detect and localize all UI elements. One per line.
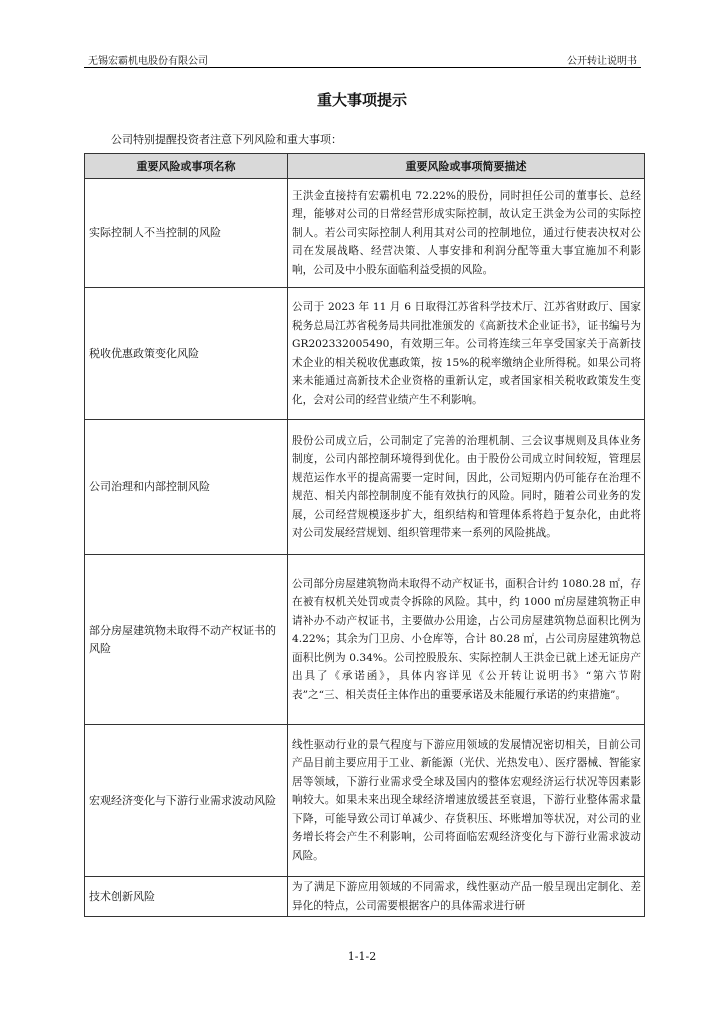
risk-description-cell: 为了满足下游应用领域的不同需求，线性驱动产品一般呈现出定制化、差异化的特点，公司需要根据客户的具体需求进行研 xyxy=(288,877,645,917)
table-header-row xyxy=(85,154,645,179)
header-company-name: 无锡宏霸机电股份有限公司 xyxy=(88,56,208,67)
risk-description-cell: 王洪金直接持有宏霸机电 72.22%的股份，同时担任公司的董事长、总经理，能够对公司的日常经营形成实际控制，故认定王洪金为公司的实际控制人。若公司实际控制人利用其对公司的控制地位，通过行使表决权对公司在发展战略、经营决策、人事安排和利润分配等重大事宜施加不利影响，公司及中小股东面临利益受损的风险。 xyxy=(288,179,645,288)
risk-name-cell: 公司治理和内部控制风险 xyxy=(85,420,288,555)
page-title: 重大事项提示 xyxy=(316,91,407,109)
header-rule xyxy=(84,67,641,68)
column-header-risk-name: 重要风险或事项名称 xyxy=(85,154,288,179)
risk-name-cell: 宏观经济变化与下游行业需求波动风险 xyxy=(85,725,288,877)
risk-description-cell: 股份公司成立后，公司制定了完善的治理机制、三会议事规则及具体业务制度，公司内部控制环境得到优化。由于股份公司成立时间较短，管理层规范运作水平的提高需要一定时间，因此，公司短期内仍可能存在治理不规范、相关内部控制制度不能有效执行的风险。同时，随着公司业务的发展，公司经营规模逐步扩大，组织结构和管理体系将趋于复杂化，由此将对公司发展经营规划、组织管理带来一系列的风险挑战。 xyxy=(288,420,645,555)
risk-name-cell: 部分房屋建筑物未取得不动产权证书的风险 xyxy=(85,555,288,725)
risk-description-cell: 公司部分房屋建筑物尚未取得不动产权证书，面积合计约 1080.28 ㎡，存在被有权机关处罚或责令拆除的风险。其中，约 1000 ㎡房屋建筑物正申请补办不动产权证书，主要做办公用途，占公司房屋建筑物总面积比例为 4.22%；其余为门卫房、小仓库等，合计 80.28 ㎡，占公司房屋建筑物总面积比例为 0.34%。公司控股股东、实际控制人王洪金已就上述无证房产出具了《承诺函》，具体内容详见《公开转让说明书》“第六节附表”之“三、相关责任主体作出的重要承诺及未能履行承诺的约束措施”。 xyxy=(288,555,645,725)
page-header xyxy=(84,50,641,68)
risk-name-cell: 税收优惠政策变化风险 xyxy=(85,288,288,420)
table-row xyxy=(85,877,645,917)
risk-name-cell: 技术创新风险 xyxy=(85,877,288,917)
intro-paragraph: 公司特别提醒投资者注意下列风险和重大事项： xyxy=(111,133,342,146)
header-document-type: 公开转让说明书 xyxy=(567,56,637,67)
page-number: 1-1-2 xyxy=(347,950,377,963)
column-header-risk-description: 重要风险或事项简要描述 xyxy=(288,154,645,179)
risk-description-cell: 线性驱动行业的景气程度与下游应用领域的发展情况密切相关，目前公司产品目前主要应用于工业、新能源（光伏、光热发电）、医疗器械、智能家居等领域，下游行业需求受全球及国内的整体宏观经济运行状况等因素影响较大。如果未来出现全球经济增速放缓甚至衰退，下游行业整体需求量下降，可能导致公司订单减少、存货积压、坏账增加等状况，对公司的业务增长将会产生不利影响，公司将面临宏观经济变化与下游行业需求波动风险。 xyxy=(288,725,645,877)
table-row xyxy=(85,179,645,288)
table-row xyxy=(85,420,645,555)
risk-table xyxy=(84,153,645,917)
risk-name-cell: 实际控制人不当控制的风险 xyxy=(85,179,288,288)
risk-description-cell: 公司于 2023 年 11 月 6 日取得江苏省科学技术厅、江苏省财政厅、国家税务总局江苏省税务局共同批准颁发的《高新技术企业证书》，证书编号为 GR202332005490，有效期三年。公司将连续三年享受国家关于高新技术企业的相关税收优惠政策，按 15%的税率缴纳企业所得税。如果公司将来未能通过高新技术企业资格的重新认定，或者国家相关税收政策发生变化，会对公司的经营业绩产生不利影响。 xyxy=(288,288,645,420)
table-row xyxy=(85,288,645,420)
table-row xyxy=(85,555,645,725)
table-row xyxy=(85,725,645,877)
